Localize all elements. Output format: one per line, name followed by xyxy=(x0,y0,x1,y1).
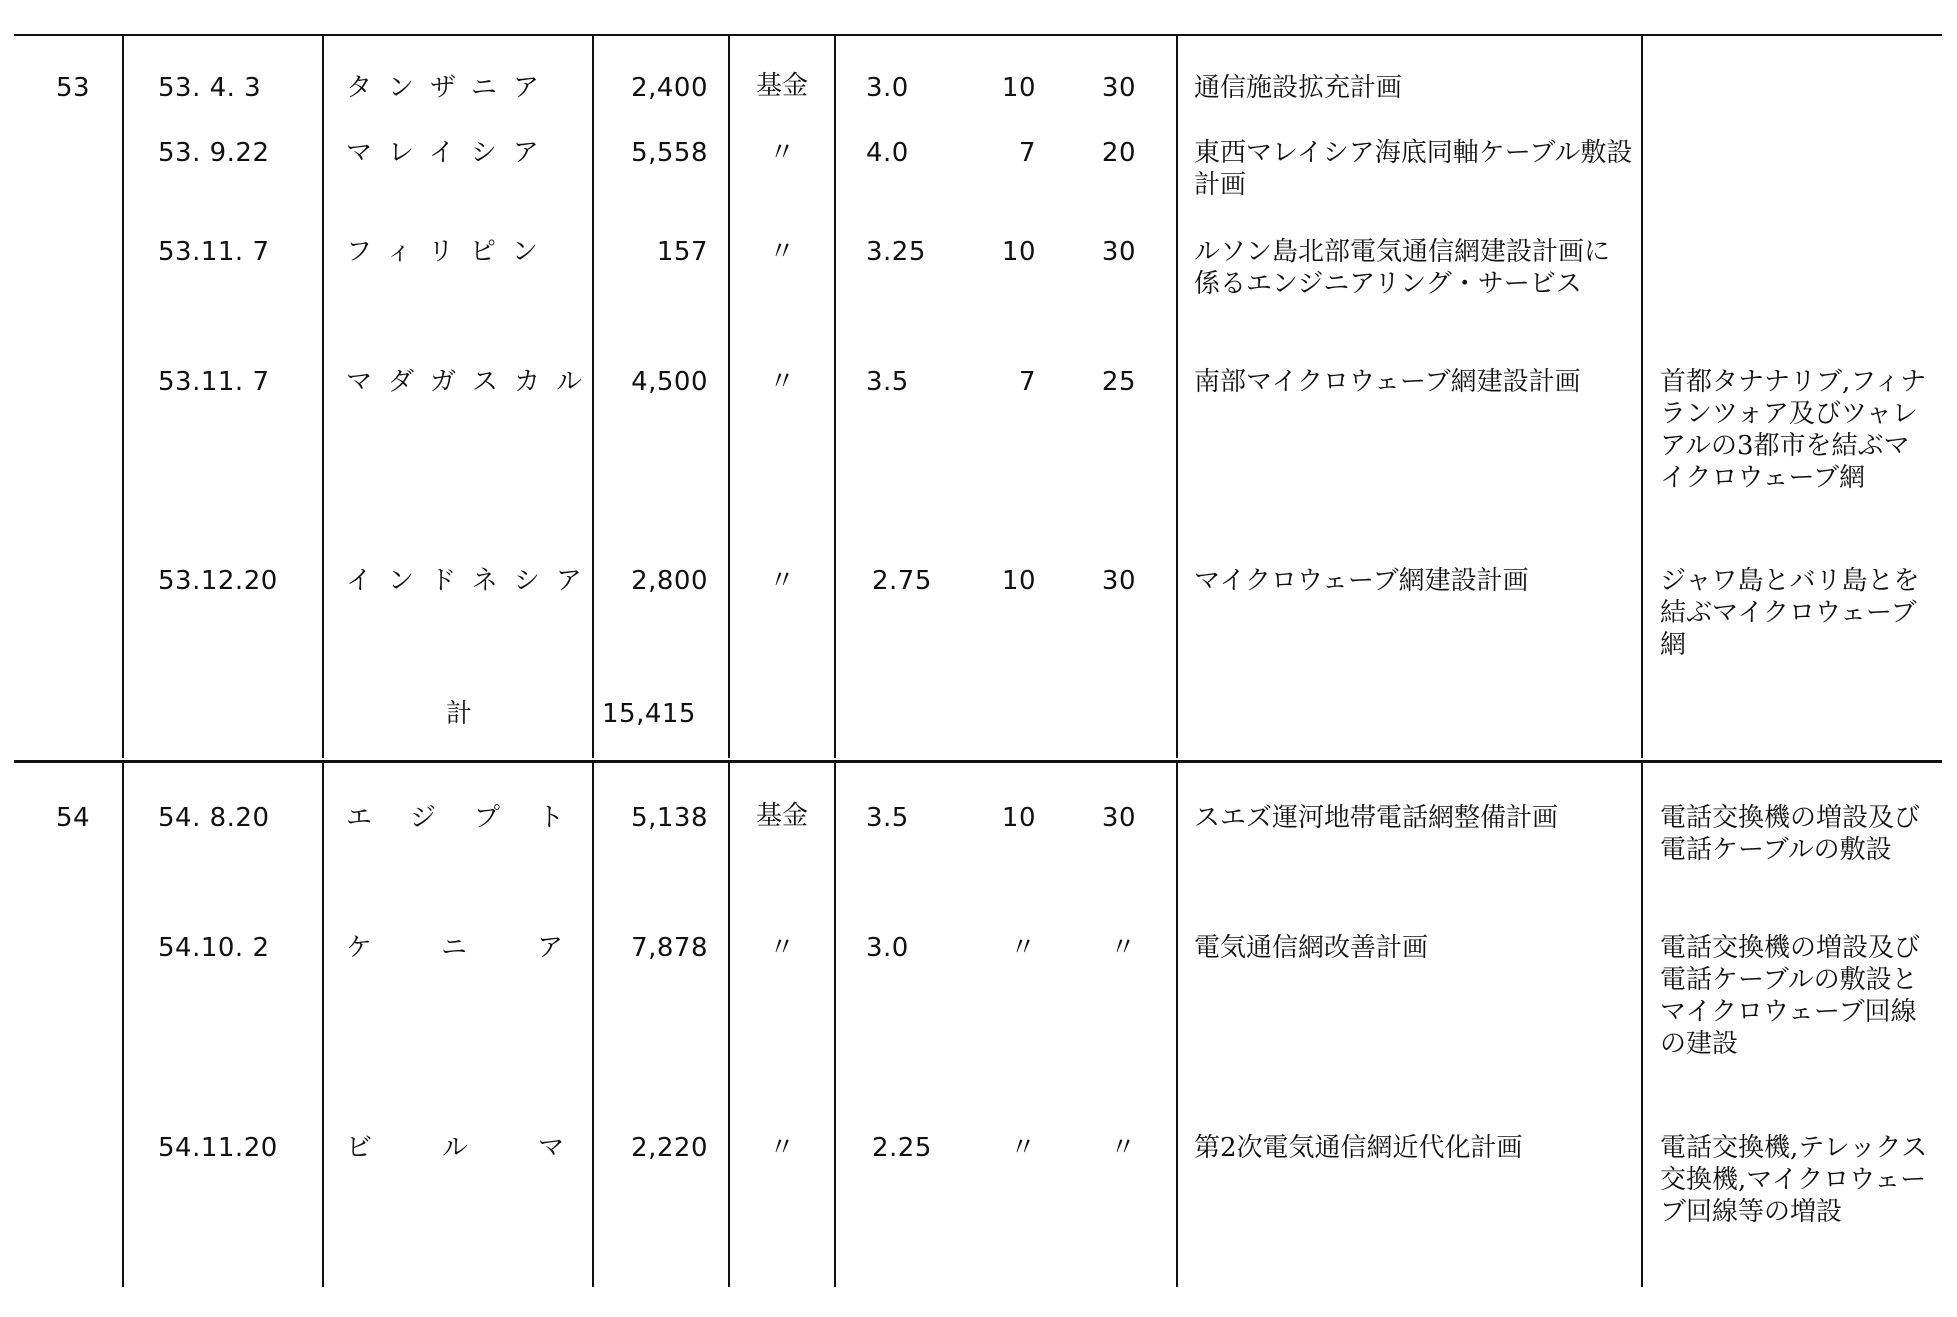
borrower-country: ケニア xyxy=(346,933,633,963)
interest-rate: 3.5 xyxy=(866,803,909,833)
fund-source: 〃 xyxy=(768,237,795,267)
column-rule xyxy=(322,763,324,1287)
repayment-term: 30 xyxy=(1101,566,1136,596)
remarks: 電話交換機,テレックス交換機,マイクロウェーブ回線等の増設 xyxy=(1660,1133,1928,1227)
fund-source: 〃 xyxy=(768,933,795,963)
borrower-country: マダガスカル xyxy=(346,367,599,397)
borrower-country: インドネシア xyxy=(346,566,598,596)
repayment-term: 30 xyxy=(1101,73,1136,103)
grace-period: 〃 xyxy=(1009,1133,1036,1163)
borrower-country: エジプト xyxy=(346,803,603,833)
project-name: 電気通信網改善計画 xyxy=(1194,933,1429,963)
loan-date: 53. 4. 3 xyxy=(158,73,262,103)
project-name: マイクロウェーブ網建設計画 xyxy=(1194,566,1529,596)
grace-period: 10 xyxy=(1001,237,1036,267)
project-name: 第2次電気通信網近代化計画 xyxy=(1194,1133,1523,1163)
repayment-term: 30 xyxy=(1101,237,1136,267)
project-name: 通信施設拡充計画 xyxy=(1194,73,1403,103)
column-rule xyxy=(1641,763,1643,1287)
loan-amount: 7,878 xyxy=(631,933,708,963)
borrower-country: フィリピン xyxy=(346,237,554,267)
total-amount: 15,415 xyxy=(602,699,696,729)
column-rule xyxy=(728,763,730,1287)
interest-rate: 3.25 xyxy=(866,237,926,267)
loan-amount: 157 xyxy=(656,237,708,267)
project-name: ルソン島北部電気通信網建設計画に係るエンジニアリング・サービス xyxy=(1194,237,1611,299)
remarks: ジャワ島とバリ島とを結ぶマイクロウェーブ網 xyxy=(1660,566,1920,660)
loan-amount: 5,558 xyxy=(631,138,708,168)
fund-source: 〃 xyxy=(768,138,795,168)
loan-amount: 2,220 xyxy=(631,1133,708,1163)
interest-rate: 3.0 xyxy=(866,73,909,103)
repayment-term: 20 xyxy=(1101,138,1136,168)
loan-amount: 5,138 xyxy=(631,803,708,833)
loan-date: 53.11. 7 xyxy=(158,237,270,267)
loan-date: 54. 8.20 xyxy=(158,803,270,833)
remarks: 首都タナナリブ,フィナランツォア及びツャレアルの3都市を結ぶマイクロウェーブ網 xyxy=(1660,367,1927,493)
loan-date: 53.12.20 xyxy=(158,566,278,596)
loan-amount: 2,400 xyxy=(631,73,708,103)
loan-date: 54.10. 2 xyxy=(158,933,270,963)
year-label: 54 xyxy=(56,803,91,833)
remarks: 電話交換機の増設及び電話ケーブルの敷設 xyxy=(1660,803,1921,865)
column-rule xyxy=(834,36,836,758)
repayment-term: 30 xyxy=(1101,803,1136,833)
grace-period: 7 xyxy=(1018,367,1036,397)
grace-period: 10 xyxy=(1001,803,1036,833)
borrower-country: マレイシア xyxy=(346,138,555,168)
interest-rate: 4.0 xyxy=(866,138,909,168)
fund-source: 〃 xyxy=(768,566,795,596)
column-rule xyxy=(122,763,124,1287)
interest-rate: 3.5 xyxy=(866,367,909,397)
year-label: 53 xyxy=(56,73,91,103)
column-rule xyxy=(1641,36,1643,758)
grace-period: 10 xyxy=(1001,73,1036,103)
fund-source: 基金 xyxy=(755,71,808,101)
column-rule xyxy=(122,36,124,758)
loan-date: 53.11. 7 xyxy=(158,367,270,397)
column-rule xyxy=(834,763,836,1287)
top-rule xyxy=(14,34,1942,36)
grace-period: 10 xyxy=(1001,566,1036,596)
borrower-country: ビルマ xyxy=(346,1133,635,1163)
column-rule xyxy=(322,36,324,758)
interest-rate: 2.25 xyxy=(872,1133,932,1163)
column-rule xyxy=(1176,36,1178,758)
group-separator-rule xyxy=(14,760,1942,763)
repayment-term: 〃 xyxy=(1109,1133,1136,1163)
fund-source: 〃 xyxy=(768,367,795,397)
project-name: スエズ運河地帯電話網整備計画 xyxy=(1194,803,1559,833)
remarks: 電話交換機の増設及び電話ケーブルの敷設とマイクロウェーブ回線の建設 xyxy=(1660,933,1921,1059)
grace-period: 〃 xyxy=(1009,933,1036,963)
borrower-country: タンザニア xyxy=(346,73,555,103)
project-name: 南部マイクロウェーブ網建設計画 xyxy=(1194,367,1581,397)
fund-source: 〃 xyxy=(768,1133,795,1163)
interest-rate: 2.75 xyxy=(872,566,932,596)
loan-date: 53. 9.22 xyxy=(158,138,270,168)
total-label: 計 xyxy=(446,699,473,729)
loan-amount: 4,500 xyxy=(631,367,708,397)
loan-date: 54.11.20 xyxy=(158,1133,278,1163)
repayment-term: 〃 xyxy=(1109,933,1136,963)
fund-source: 基金 xyxy=(755,801,808,831)
column-rule xyxy=(592,763,594,1287)
interest-rate: 3.0 xyxy=(866,933,909,963)
project-name: 東西マレイシア海底同軸ケーブル敷設計画 xyxy=(1194,138,1633,200)
loan-amount: 2,800 xyxy=(631,566,708,596)
column-rule xyxy=(1176,763,1178,1287)
grace-period: 7 xyxy=(1018,138,1036,168)
repayment-term: 25 xyxy=(1101,367,1136,397)
